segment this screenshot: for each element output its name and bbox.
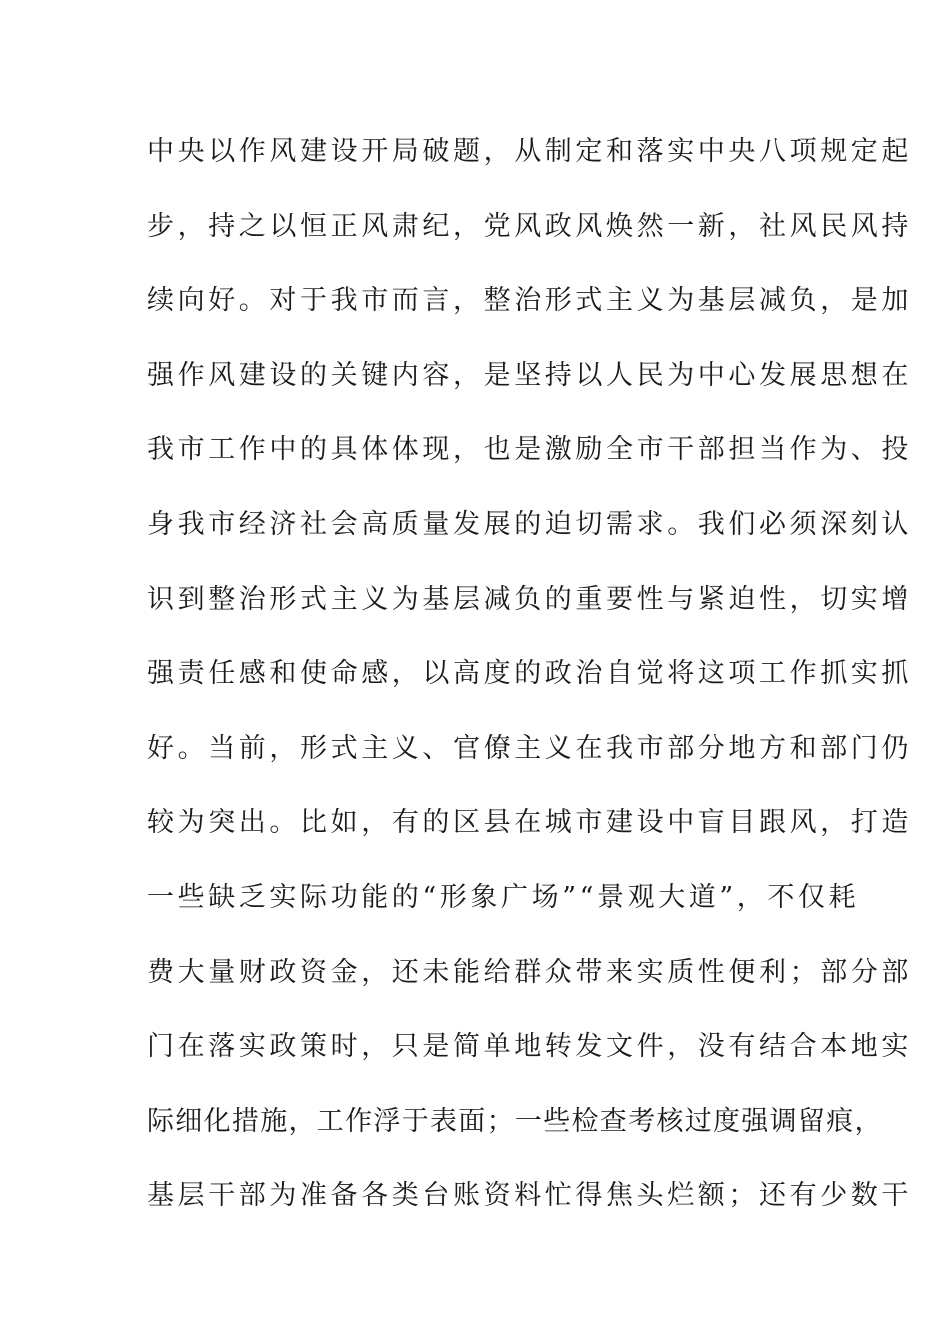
text-line: 一些缺乏实际功能的“形象广场”“景观大道”，不仅耗 [147, 881, 860, 913]
text-line: 识到整治形式主义为基层减负的重要性与紧迫性，切实增 [147, 583, 912, 615]
body-paragraph [147, 129, 912, 1248]
text-line: 门在落实政策时，只是简单地转发文件，没有结合本地实 [147, 1031, 912, 1063]
text-line: 较为突出。比如，有的区县在城市建设中盲目跟风，打造 [147, 807, 912, 839]
text-line: 我市工作中的具体体现，也是激励全市干部担当作为、投 [147, 434, 912, 466]
text-line: 费大量财政资金，还未能给群众带来实质性便利；部分部 [147, 956, 912, 988]
text-line: 步，持之以恒正风肃纪，党风政风焕然一新，社风民风持 [147, 210, 912, 242]
text-line: 续向好。对于我市而言，整治形式主义为基层减负，是加 [147, 285, 912, 317]
text-line: 身我市经济社会高质量发展的迫切需求。我们必须深刻认 [147, 508, 912, 540]
text-line: 际细化措施，工作浮于表面；一些检查考核过度强调留痕， [147, 1105, 883, 1137]
text-line: 好。当前，形式主义、官僚主义在我市部分地方和部门仍 [147, 732, 912, 764]
text-line: 中央以作风建设开局破题，从制定和落实中央八项规定起 [147, 136, 912, 167]
text-line: 基层干部为准备各类台账资料忙得焦头烂额；还有少数干 [147, 1180, 912, 1212]
text-line: 强责任感和使命感，以高度的政治自觉将这项工作抓实抓 [147, 658, 912, 690]
text-line: 强作风建设的关键内容，是坚持以人民为中心发展思想在 [147, 359, 912, 391]
